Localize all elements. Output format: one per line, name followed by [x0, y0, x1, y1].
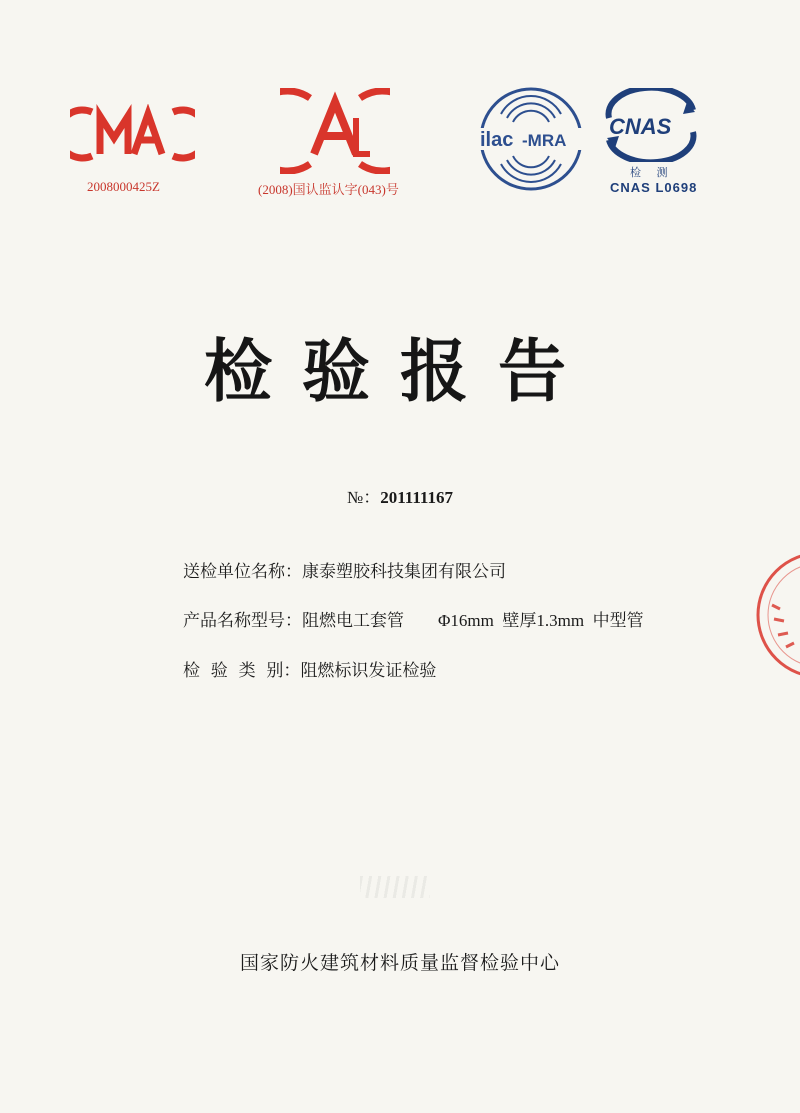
- cnas-code: CNAS L0698: [610, 180, 698, 195]
- faint-impression: [360, 876, 430, 898]
- ilac-mra-logo: [472, 84, 590, 198]
- cma-code: 2008000425Z: [87, 179, 160, 194]
- svg-text:ilac: ilac: [480, 129, 514, 151]
- report-number-value: 201111167: [380, 488, 453, 507]
- cal-mark-icon: [280, 88, 390, 174]
- field-test-type: [183, 656, 436, 681]
- cal-code: (2008)国认监认字(043)号: [258, 182, 399, 197]
- field-client: [183, 557, 506, 582]
- field-client-value: 康泰塑胶科技集团有限公司: [302, 562, 506, 582]
- field-product-spec: Φ16mm 壁厚1.3mm 中型管: [438, 611, 644, 630]
- field-product-value: 阻燃电工套管: [302, 611, 404, 631]
- ilac-mra-mark-icon: [472, 84, 590, 194]
- svg-text:CNAS: CNAS: [609, 114, 672, 139]
- official-seal: [750, 545, 800, 689]
- field-test-type-label: 检 验 类 别：: [183, 661, 301, 681]
- cma-mark-icon: [70, 104, 195, 164]
- seal-stamp-icon: [750, 545, 800, 685]
- field-product: [183, 606, 644, 631]
- cnas-sub: 检 测: [630, 166, 674, 179]
- cnas-mark-icon: [595, 88, 707, 162]
- issuing-institution: 国家防火建筑材料质量监督检验中心: [239, 952, 560, 974]
- cnas-logo: [595, 88, 707, 166]
- cma-logo: [70, 104, 195, 168]
- report-number-prefix: №：: [347, 488, 381, 507]
- field-test-type-value: 阻燃标识发证检验: [300, 661, 437, 681]
- cal-logo: [280, 88, 390, 178]
- report-title: 检验报告: [203, 333, 596, 412]
- field-product-label: 产品名称型号：: [183, 611, 302, 631]
- report-number: [0, 483, 800, 508]
- svg-text:-MRA: -MRA: [522, 131, 567, 150]
- field-client-label: 送检单位名称：: [183, 562, 302, 582]
